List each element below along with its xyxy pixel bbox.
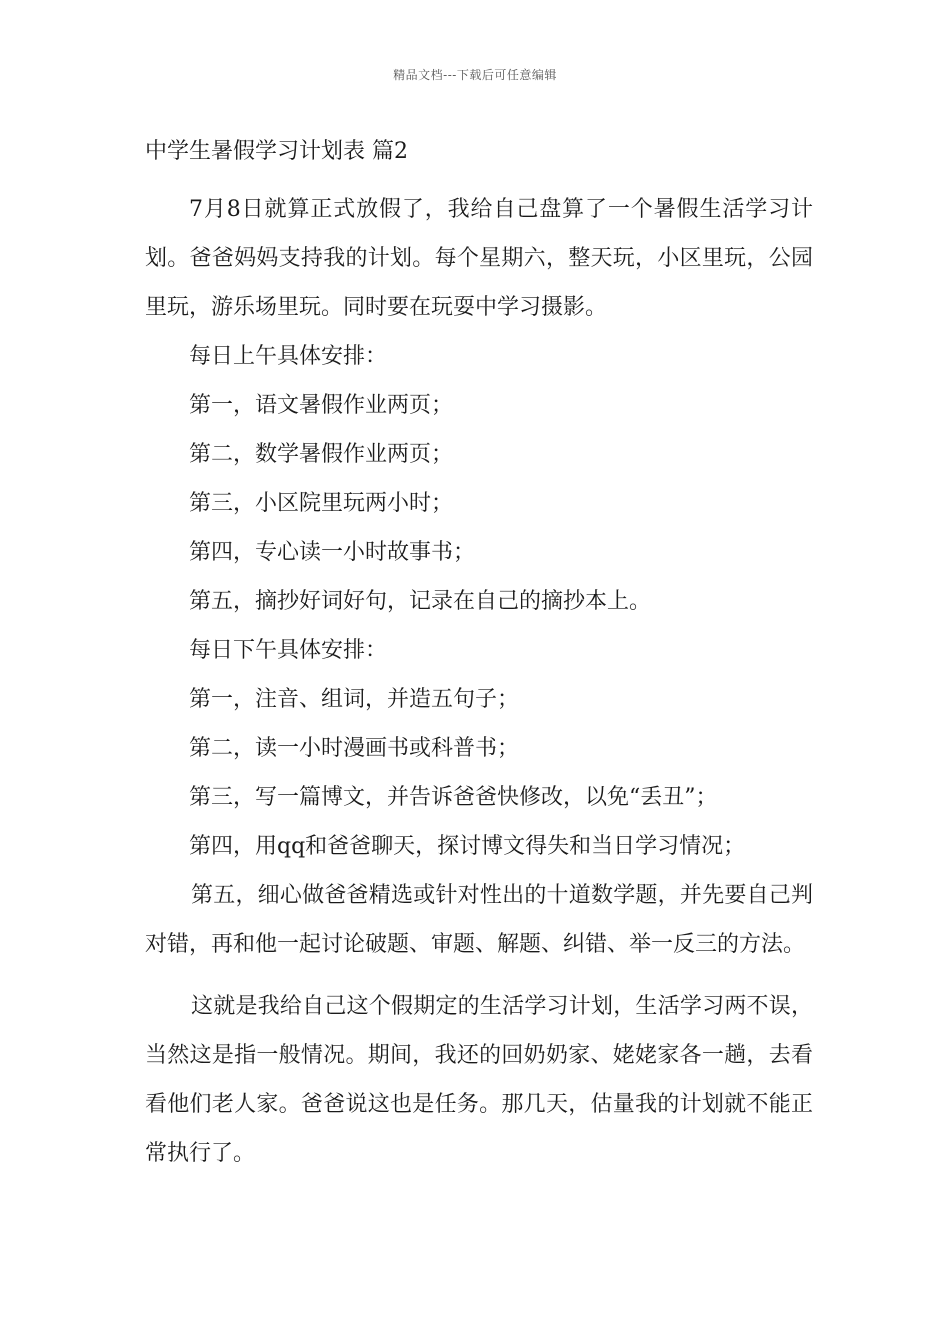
intro-paragraph: 7月8日就算正式放假了，我给自己盘算了一个暑假生活学习计划。爸爸妈妈支持我的计划。每个星期六，整天玩，小区里玩，公园里玩，游乐场里玩。同时要在玩耍中学习摄影。 [145,197,813,320]
document-body [145,134,813,1178]
morning-item-2: 第二，数学暑假作业两页； [189,442,454,467]
morning-item-3: 第三，小区院里玩两小时； [189,491,454,516]
afternoon-item-5: 第五，细心做爸爸精选或针对性出的十道数学题，并先要自己判对错，再和他一起讨论破题、审题、解题、纠错、举一反三的方法。 [145,883,813,957]
morning-item-4: 第四，专心读一小时故事书； [189,540,476,565]
afternoon-item-4: 第四，用qq和爸爸聊天，探讨博文得失和当日学习情况； [189,834,746,859]
afternoon-item-3: 第三，写一篇博文，并告诉爸爸快修改，以免“丢丑”； [189,785,718,810]
afternoon-item-2: 第二，读一小时漫画书或科普书； [189,736,520,761]
page-header: 精品文档---下载后可任意编辑 [393,68,557,82]
morning-item-5: 第五，摘抄好词好句，记录在自己的摘抄本上。 [189,589,652,614]
morning-item-1: 第一，语文暑假作业两页； [189,393,454,418]
morning-heading: 每日上午具体安排： [189,344,388,369]
afternoon-item-1: 第一，注音、组词，并造五句子； [189,687,520,712]
afternoon-heading: 每日下午具体安排： [189,638,388,663]
conclusion-paragraph: 这就是我给自己这个假期定的生活学习计划，生活学习两不误，当然这是指一般情况。期间，我还的回奶奶家、姥姥家各一趟，去看看他们老人家。爸爸说这也是任务。那几天，估量我的计划就不能正常执行了。 [145,994,813,1166]
document-title: 中学生暑假学习计划表 篇2 [145,139,408,164]
